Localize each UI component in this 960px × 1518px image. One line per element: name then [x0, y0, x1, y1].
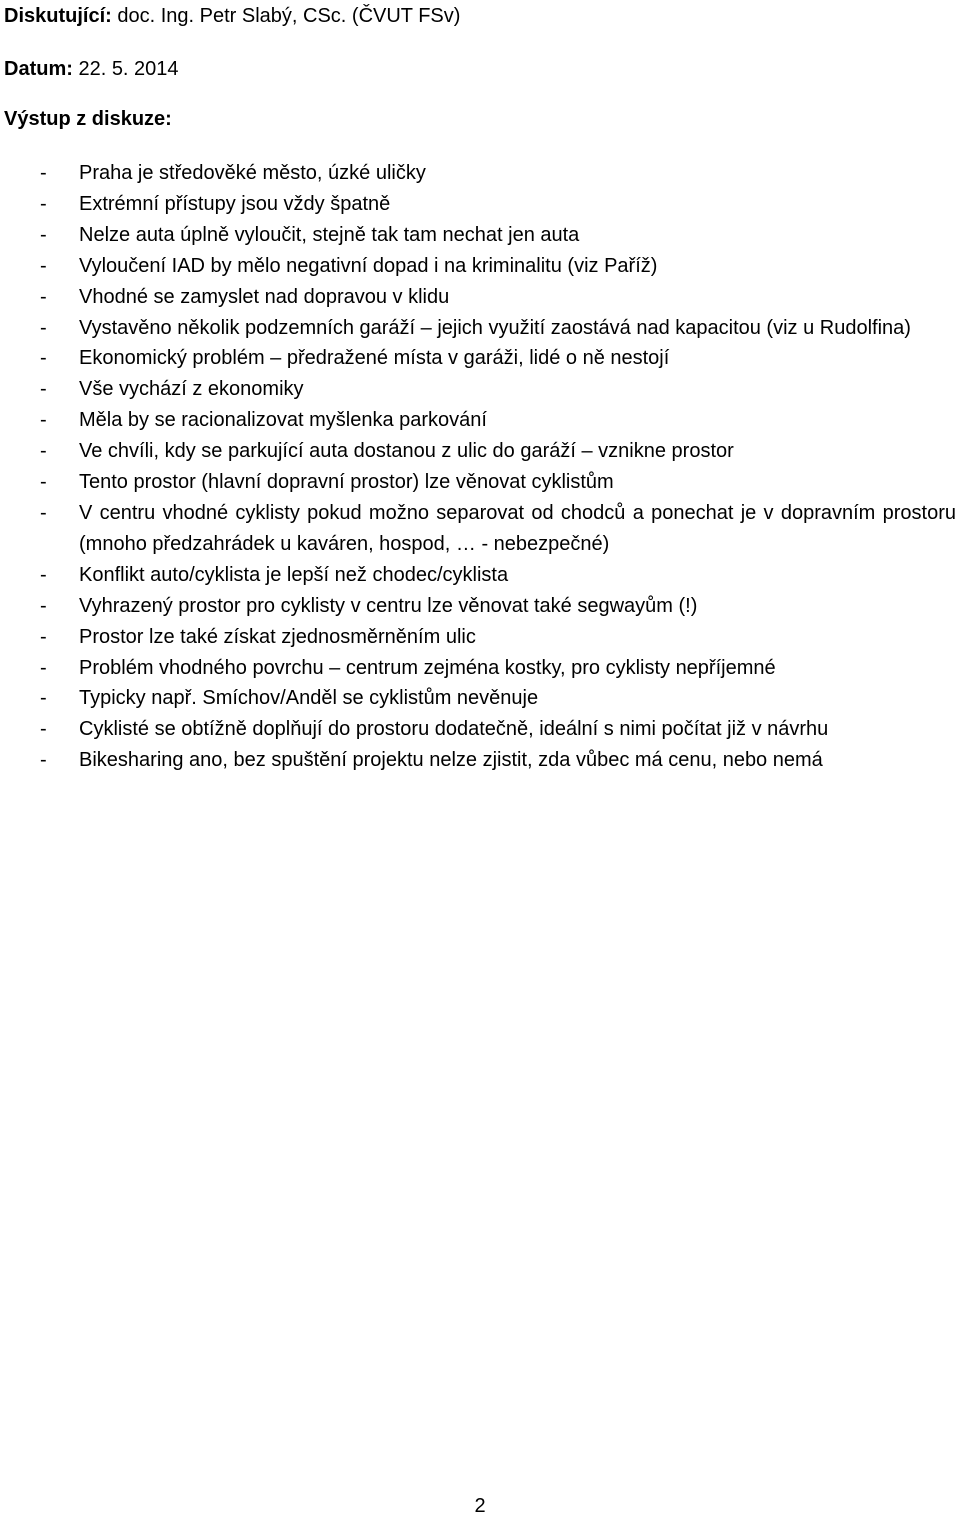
list-item [0, 653, 960, 684]
list-item [0, 714, 960, 745]
date-line [4, 57, 179, 81]
list-item-text: Prostor lze také získat zjednosměrněním ulic [79, 625, 476, 648]
bullet-dash: - [40, 594, 47, 617]
list-item-text: Vystavěno několik podzemních garáží – jejich využití zaostává nad kapacitou (viz u Rudolfina) [79, 316, 911, 339]
list-item-text: Praha je středověké město, úzké uličky [79, 162, 426, 184]
discussion-output-list [0, 158, 960, 776]
discussant-line [4, 4, 460, 28]
list-item-text: Cyklisté se obtížně doplňují do prostoru dodatečně, ideální s nimi počítat již v návrhu [79, 718, 829, 741]
bullet-dash: - [40, 378, 47, 401]
bullet-dash: - [40, 254, 47, 277]
list-item [0, 282, 960, 313]
bullet-dash: - [40, 471, 47, 494]
list-item-text: Typicky např. Smíchov/Anděl se cyklistům nevěnuje [79, 687, 539, 710]
bullet-dash: - [40, 409, 47, 432]
list-item [0, 374, 960, 405]
list-item-text: Vše vychází z ekonomiky [79, 378, 304, 401]
list-item-text: Vhodné se zamyslet nad dopravou v klidu [79, 285, 450, 308]
output-heading: Výstup z diskuze: [4, 108, 172, 130]
list-item-text: Tento prostor (hlavní dopravní prostor) lze věnovat cyklistům [79, 471, 614, 494]
list-item [0, 622, 960, 653]
list-item-text: Ekonomický problém – předražené místa v garáži, lidé o ně nestojí [79, 347, 670, 370]
list-item-text: Problém vhodného povrchu – centrum zejména kostky, pro cyklisty nepříjemné [79, 656, 776, 679]
list-item-text: Vyloučení IAD by mělo negativní dopad i na kriminalitu (viz Paříž) [79, 254, 658, 277]
list-item-text: Bikesharing ano, bez spuštění projektu nelze zjistit, zda vůbec má cenu, nebo nemá [79, 749, 823, 772]
bullet-dash: - [40, 718, 47, 741]
list-item-text: Konflikt auto/cyklista je lepší než chodec/cyklista [79, 563, 509, 586]
bullet-dash: - [40, 316, 47, 339]
list-item [0, 436, 960, 467]
bullet-dash: - [40, 223, 47, 246]
date-value: 22. 5. 2014 [78, 58, 179, 80]
bullet-dash: - [40, 440, 47, 463]
bullet-dash: - [40, 162, 47, 184]
bullet-dash: - [40, 625, 47, 648]
bullet-dash: - [40, 687, 47, 710]
list-item [0, 220, 960, 251]
list-item [0, 683, 960, 714]
list-item-text: Ve chvíli, kdy se parkující auta dostanou z ulic do garáží – vznikne prostor [79, 440, 734, 463]
discussant-value: doc. Ing. Petr Slabý, CSc. (ČVUT FSv) [117, 5, 461, 27]
page-number: 2 [474, 1495, 486, 1517]
bullet-dash: - [40, 501, 47, 524]
list-item-text: Měla by se racionalizovat myšlenka parkování [79, 409, 487, 432]
date-label: Datum: [4, 58, 73, 80]
list-item-text: Nelze auta úplně vyloučit, stejně tak tam nechat jen auta [79, 223, 580, 246]
list-item [0, 405, 960, 436]
list-item [0, 498, 960, 560]
bullet-dash: - [40, 192, 47, 215]
list-item [0, 560, 960, 591]
bullet-dash: - [40, 347, 47, 370]
list-item [0, 313, 960, 344]
bullet-dash: - [40, 749, 47, 772]
list-item [0, 745, 960, 776]
list-item-text: Vyhrazený prostor pro cyklisty v centru lze věnovat také segwayům (!) [79, 594, 698, 617]
list-item [0, 591, 960, 622]
list-item [0, 189, 960, 220]
bullet-dash: - [40, 656, 47, 679]
list-item-text: Extrémní přístupy jsou vždy špatně [79, 192, 391, 215]
list-item [0, 467, 960, 498]
list-item [0, 343, 960, 374]
list-item-text: V centru vhodné cyklisty pokud možno separovat od chodců a ponechat je v dopravním prostoru (mnoho předzahrádek u kaváren, hospod, … - nebezpečné) [79, 501, 956, 555]
list-item [0, 251, 960, 282]
discussant-label: Diskutující: [4, 5, 112, 27]
list-item [0, 158, 960, 189]
bullet-dash: - [40, 285, 47, 308]
bullet-dash: - [40, 563, 47, 586]
